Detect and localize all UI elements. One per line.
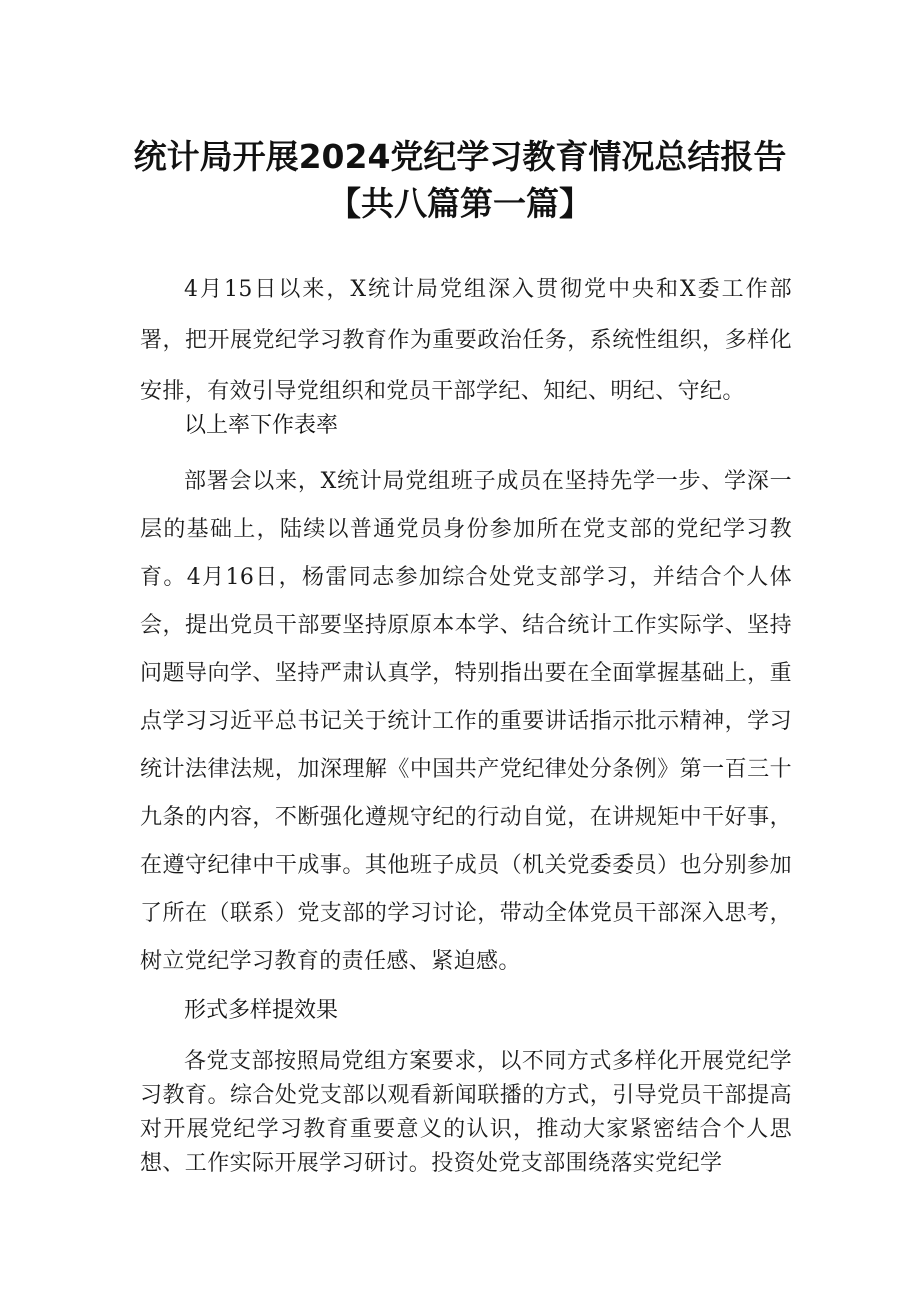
paragraph-leadership: 部署会以来，X统计局党组班子成员在坚持先学一步、学深一层的基础上，陆续以普通党员身份参加所在党支部的党纪学习教育。4月16日，杨雷同志参加综合处党支部学习，并结合个人体会，提出党员干部要坚持原原本本学、结合统计工作实际学、坚持问题导向学、坚持严肃认真学，特别指出要在全面掌握基础上，重点学习习近平总书记关于统计工作的重要讲话指示批示精神，学习统计法律法规，加深理解《中国共产党纪律处分条例》第一百三十九条的内容，不断强化遵规守纪的行动自觉，在讲规矩中干好事，在遵守纪律中干成事。其他班子成员（机关党委委员）也分别参加了所在（联系）党支部的学习讨论，带动全体党员干部深入思考，树立党纪学习教育的责任感、紧迫感。 <box>140 469 792 974</box>
paragraph-diverse-forms: 各党支部按照局党组方案要求，以不同方式多样化开展党纪学习教育。综合处党支部以观看新闻联播的方式，引导党员干部提高对开展党纪学习教育重要意义的认识，推动大家紧密结合个人思想、工作实际开展学习研讨。投资处党支部围绕落实党纪学 <box>140 1049 792 1176</box>
section-heading-diverse-forms: 形式多样提效果 <box>184 998 339 1023</box>
section-heading-leadership: 以上率下作表率 <box>184 413 339 438</box>
document-subtitle: 【共八篇第一篇】 <box>328 184 592 223</box>
paragraph-intro: 4月15日以来，X统计局党组深入贯彻党中央和X委工作部署，把开展党纪学习教育作为重要政治任务，系统性组织，多样化安排，有效引导党组织和党员干部学纪、知纪、明纪、守纪。 <box>140 277 792 404</box>
document-title: 统计局开展2024党纪学习教育情况总结报告 <box>133 137 787 176</box>
